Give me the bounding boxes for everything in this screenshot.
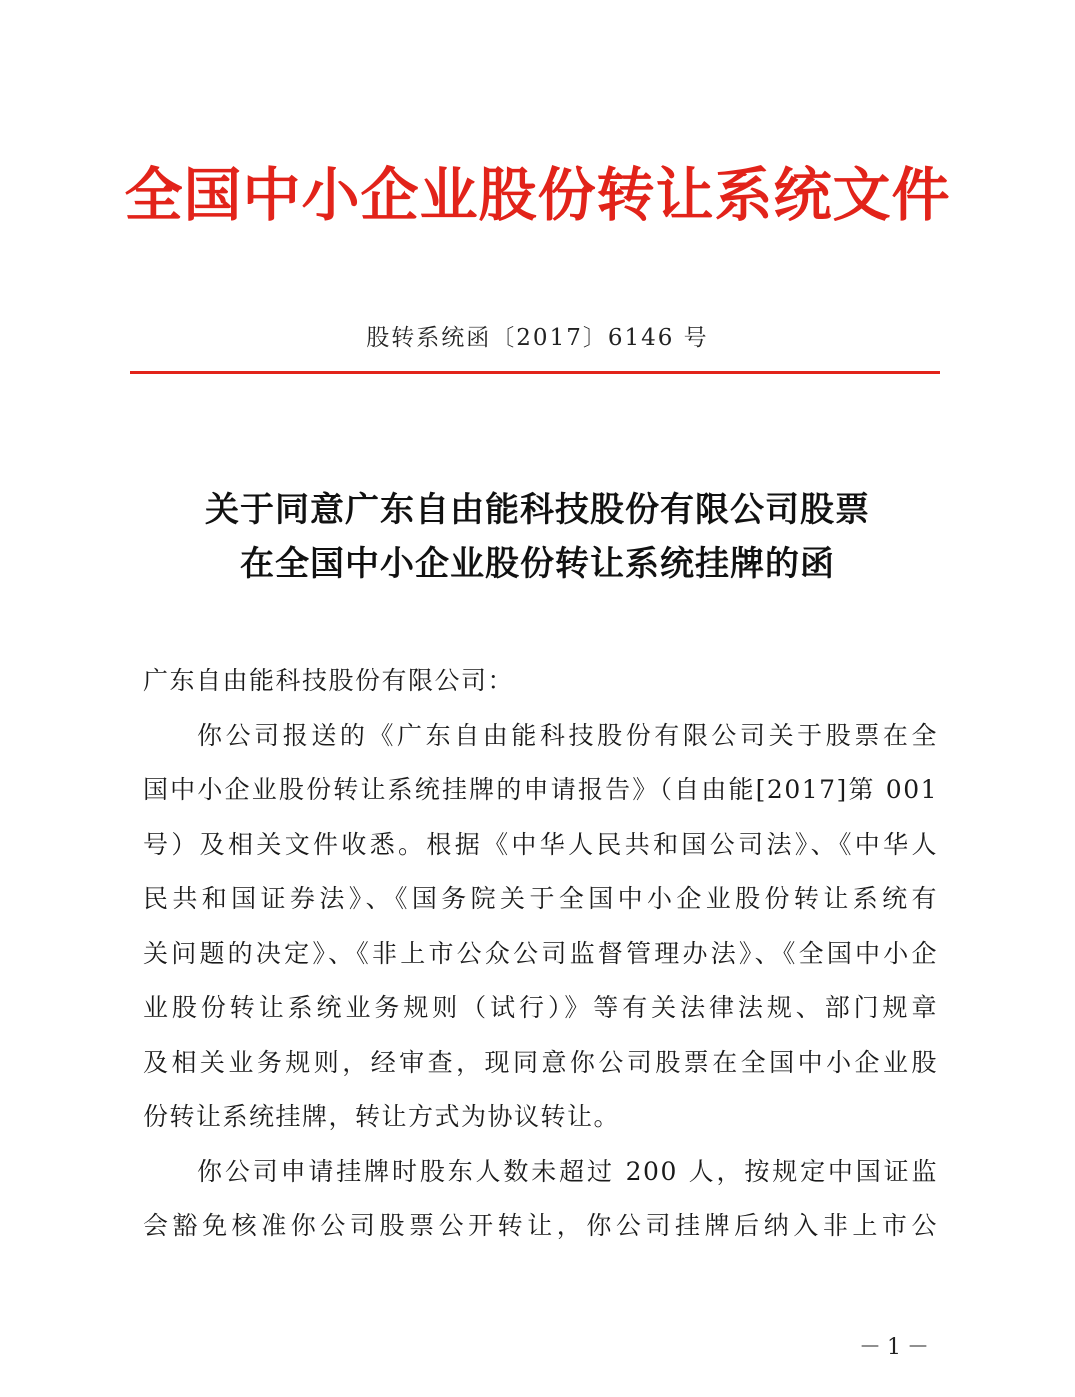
letter-body — [143, 654, 938, 1254]
paragraph-1-line: 份转让系统挂牌，转让方式为协议转让。 — [143, 1102, 621, 1131]
paragraph-1-line: 关问题的决定》、《非上市公众公司监督管理办法》、《全国中小企 — [143, 938, 938, 968]
paragraph-1-line: 你公司报送的《广东自由能科技股份有限公司关于股票在全 — [197, 720, 938, 750]
paragraph-1-line: 号）及相关文件收悉。根据《中华人民共和国公司法》、《中华人 — [143, 829, 938, 859]
paragraph-1-line: 及相关业务规则，经审查，现同意你公司股票在全国中小企业股 — [143, 1047, 938, 1077]
red-divider-rule — [130, 371, 940, 374]
paragraph-1-line: 业股份转让系统业务规则（试行）》等有关法律法规、部门规章 — [143, 993, 938, 1022]
addressee: 广东自由能科技股份有限公司： — [143, 666, 515, 695]
paragraph-2-line: 会豁免核准你公司股票公开转让，你公司挂牌后纳入非上市公 — [143, 1211, 938, 1240]
letter-title-line-2: 在全国中小企业股份转让系统挂牌的函 — [240, 544, 835, 584]
document-number: 股转系统函〔2017〕6146 号 — [366, 325, 709, 351]
paragraph-2-line: 你公司申请挂牌时股东人数未超过 200 人，按规定中国证监 — [197, 1156, 938, 1186]
page-number: －1－ — [859, 1335, 935, 1360]
paragraph-1-line: 国中小企业股份转让系统挂牌的申请报告》（自由能[2017]第 001 — [143, 775, 938, 804]
masthead-title: 全国中小企业股份转让系统文件 — [124, 161, 951, 229]
letter-title — [0, 483, 1075, 591]
paragraph-1-line: 民共和国证券法》、《国务院关于全国中小企业股份转让系统有 — [143, 884, 938, 913]
letter-title-line-1: 关于同意广东自由能科技股份有限公司股票 — [205, 490, 870, 530]
